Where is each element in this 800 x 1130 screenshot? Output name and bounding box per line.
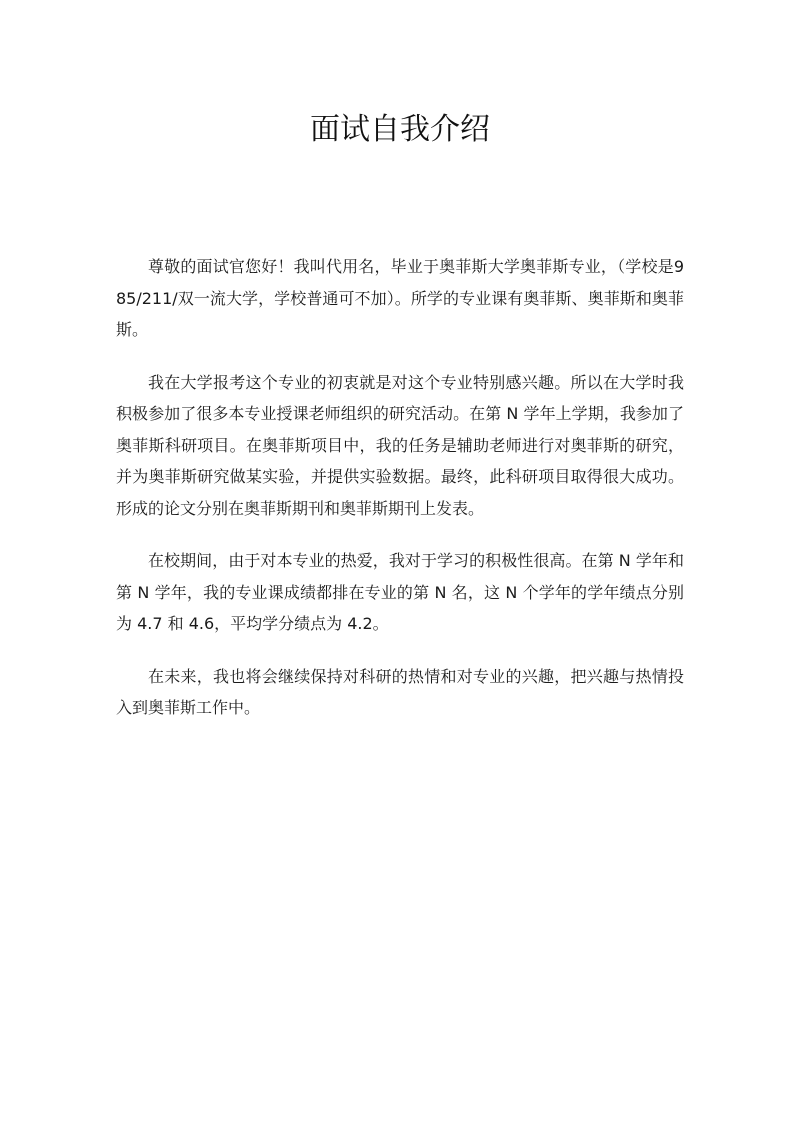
paragraph-future: 在未来，我也将会继续保持对科研的热情和对专业的兴趣，把兴趣与热情投入到奥菲斯工作中。 xyxy=(116,666,684,717)
document-title: 面试自我介绍 xyxy=(310,112,490,147)
paragraph-academics: 在校期间，由于对本专业的热爱，我对于学习的积极性很高。在第 N 学年和第 N 学年，我的专业课成绩都排在专业的第 N 名，这 N 个学年的学年绩点分别为 4.7 和 4.6，平均学分绩点为 4.2。 xyxy=(116,551,684,633)
paragraph-research: 我在大学报考这个专业的初衷就是对这个专业特别感兴趣。所以在大学时我积极参加了很多本专业授课老师组织的研究活动。在第 N 学年上学期，我参加了奥菲斯科研项目。在奥菲斯项目中，我的任务是辅助老师进行对奥菲斯的研究，并为奥菲斯研究做某实验，并提供实验数据。最终，此科研项目取得很大成功。形成的论文分别在奥菲斯期刊和奥菲斯期刊上发表。 xyxy=(116,372,684,518)
document-body xyxy=(116,251,684,745)
paragraph-greeting: 尊敬的面试官您好！我叫代用名，毕业于奥菲斯大学奥菲斯专业，（学校是985/211/双一流大学，学校普通可不加）。所学的专业课有奥菲斯、奥菲斯和奥菲斯。 xyxy=(116,257,684,339)
